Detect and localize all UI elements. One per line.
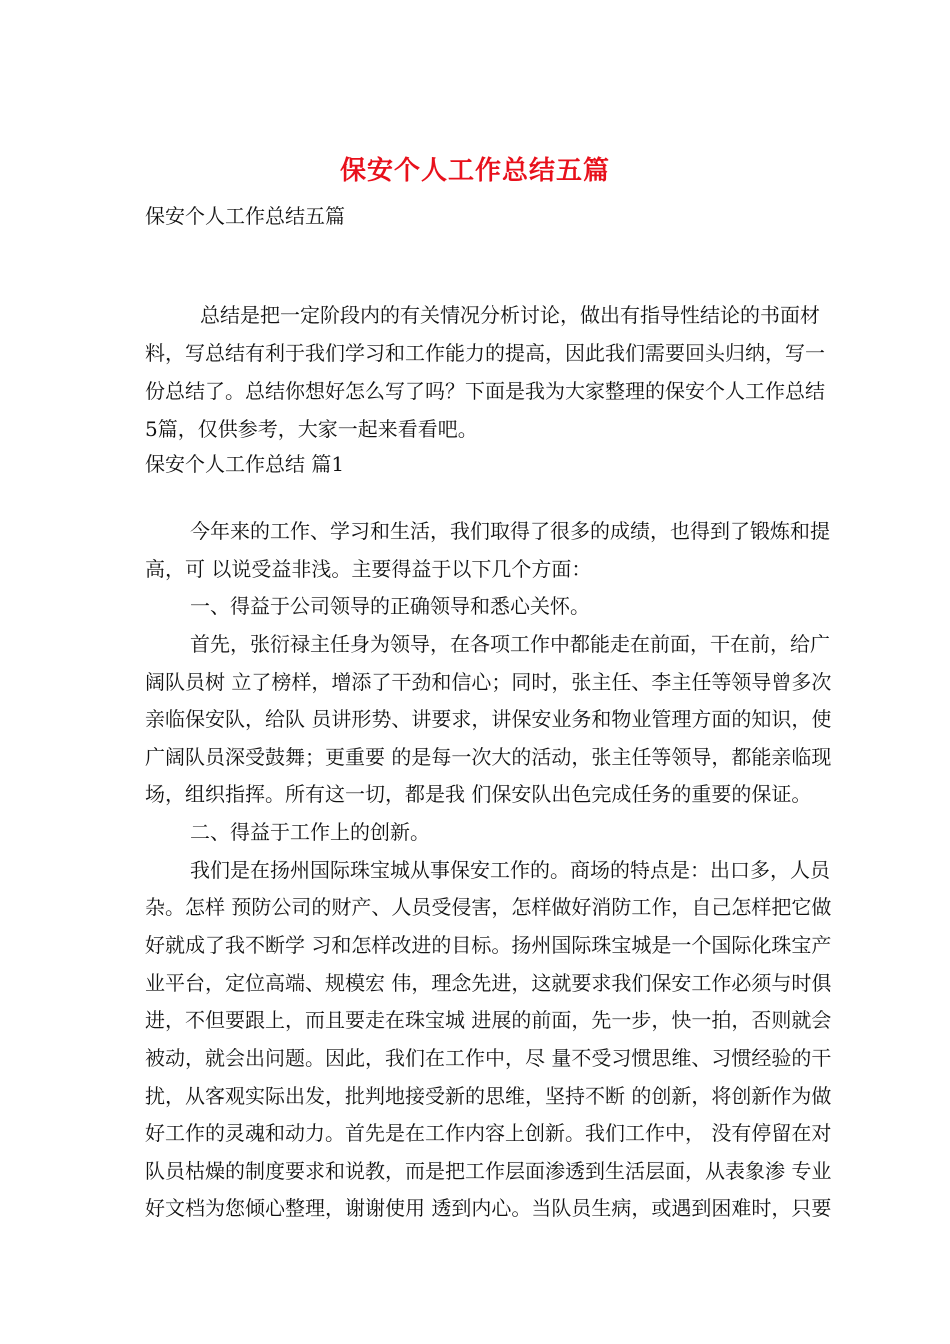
- text-line: 场，组织指挥。所有这一切，都是我 们保安队出色完成任务的重要的保证。: [145, 782, 812, 806]
- text-line: 被动，就会出问题。因此，我们在工作中，尽 量不受习惯思维、习惯经验的干: [145, 1046, 832, 1070]
- document-subtitle: 保安个人工作总结五篇: [145, 204, 345, 228]
- text-line: 杂。怎样 预防公司的财产、人员受侵害，怎样做好消防工作，自己怎样把它做: [145, 895, 832, 919]
- text-line: 料，写总结有利于我们学习和工作能力的提高，因此我们需要回头归纳，写一: [145, 341, 825, 365]
- text-line: 业平台，定位高端、规模宏 伟，理念先进，这就要求我们保安工作必须与时俱: [145, 971, 832, 995]
- section-heading: 保安个人工作总结 篇1: [145, 452, 345, 476]
- text-line: 阔队员树 立了榜样，增添了干劲和信心；同时，张主任、李主任等领导曾多次: [145, 670, 832, 694]
- text-line: 总结是把一定阶段内的有关情况分析讨论，做出有指导性结论的书面材: [200, 303, 820, 327]
- document-title: 保安个人工作总结五篇: [339, 156, 610, 186]
- text-line: 二、得益于工作上的创新。: [190, 820, 430, 844]
- text-line: 今年来的工作、学习和生活，我们取得了很多的成绩，也得到了锻炼和提: [190, 519, 830, 543]
- text-line: 首先，张衍禄主任身为领导，在各项工作中都能走在前面，干在前，给广: [190, 632, 830, 656]
- text-line: 5篇，仅供参考，大家一起来看看吧。: [145, 417, 478, 441]
- text-line: 一、得益于公司领导的正确领导和悉心关怀。: [190, 594, 590, 618]
- text-line: 进，不但要跟上，而且要走在珠宝城 进展的前面，先一步，快一拍，否则就会: [145, 1008, 832, 1032]
- text-line: 高，可 以说受益非浅。主要得益于以下几个方面：: [145, 557, 592, 581]
- text-line: 好文档为您倾心整理，谢谢使用 透到内心。当队员生病，或遇到困难时，只要: [145, 1196, 832, 1220]
- text-line: 亲临保安队，给队 员讲形势、讲要求，讲保安业务和物业管理方面的知识，使: [145, 707, 832, 731]
- text-line: 广阔队员深受鼓舞；更重要 的是每一次大的活动，张主任等领导，都能亲临现: [145, 745, 832, 769]
- text-line: 好就成了我不断学 习和怎样改进的目标。扬州国际珠宝城是一个国际化珠宝产: [145, 933, 832, 957]
- text-line: 好工作的灵魂和动力。首先是在工作内容上创新。我们工作中， 没有停留在对: [145, 1121, 832, 1145]
- text-line: 扰，从客观实际出发，批判地接受新的思维，坚持不断 的创新，将创新作为做: [145, 1084, 832, 1108]
- text-line: 份总结了。总结你想好怎么写了吗？下面是我为大家整理的保安个人工作总结: [145, 379, 825, 403]
- text-line: 队员枯燥的制度要求和说教，而是把工作层面渗透到生活层面，从表象渗 专业: [145, 1159, 832, 1183]
- text-line: 我们是在扬州国际珠宝城从事保安工作的。商场的特点是：出口多，人员: [190, 858, 830, 882]
